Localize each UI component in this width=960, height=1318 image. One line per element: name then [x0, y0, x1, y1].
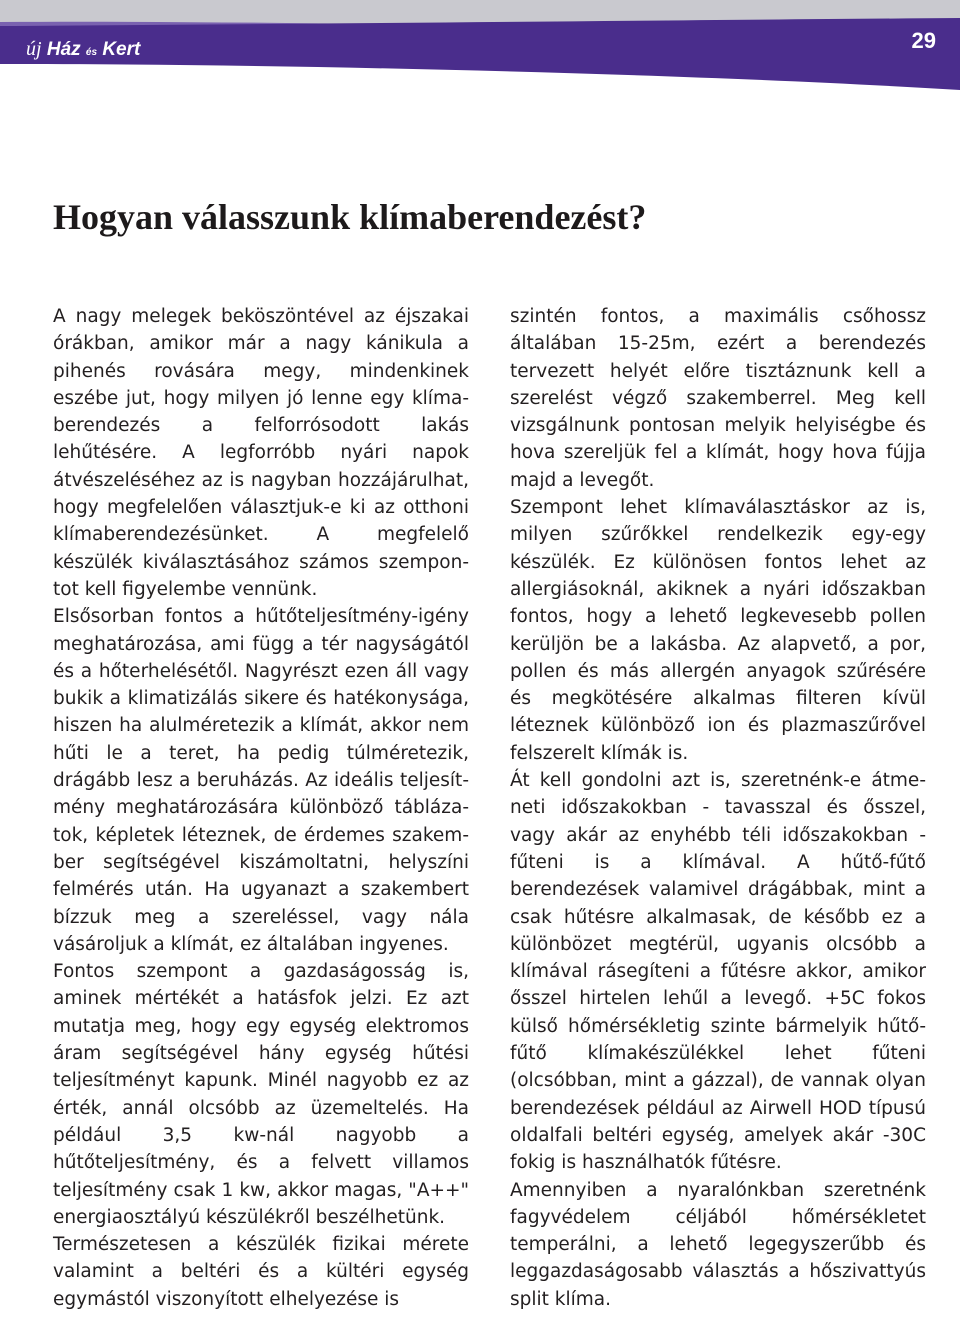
logo-haz: Ház [46, 39, 81, 60]
left-paragraph-2: Elsősorban fontos a hűtőteljesítmény-igény meghatározása, ami függ a tér nagyságától és a hőterhelésétől. Nagyrészt ezen áll vagy bukik a klimatizálás sikere és hatékonysága, hiszen ha alulméretezik a klímát, akkor nem hűti le a teret, ha pedig túlméretezik, drágább lesz a beruházás. Az ideális teljesítmény meghatározására különböző táblázatok, képletek léteznek, de érdemes szakember segítségével kiszámoltatni, helyszíni felmérés után. Ha ugyanazt a szakembert bízzuk meg a szereléssel, vagy nála vásároljuk a klímát, ez általában ingyenes. [53, 606, 469, 955]
logo-es: és [85, 47, 98, 58]
left-paragraph-4: Természetesen a készülék fizikai mérete valamint a beltéri és a kültéri egység egymástól viszonyított elhelyezése is [53, 1234, 469, 1310]
article-title: Hogyan válasszunk klímaberendezést? [53, 197, 647, 237]
logo-uj: új [26, 38, 42, 60]
magazine-logo [26, 38, 140, 61]
left-paragraph-3: Fontos szempont a gazdaságosság is, aminek mértékét a hatásfok jelzi. Ez azt mutatja meg, hogy egy egység elektromos áram segítségével hány egység hűtési teljesítményt kapunk. Minél nagyobb ez az érték, annál olcsóbb az üzemeltelés. Ha például 3,5 kw-nál nagyobb a hűtőteljesítmény, és a felvett villamos teljesítmény csak 1 kw, akkor magas, "A++" energiaosztályú készülékről beszélhetünk. [53, 961, 469, 1228]
right-paragraph-1: szintén fontos, a maximális csőhossz általában 15-25m, ezért a berendezés tervezett helyét előre tisztáznunk kell a szerelést végző szakemberrel. Meg kell vizsgálnunk pontosan melyik helyiségbe és hova szereljük fel a klímát, hogy hova fújja majd a levegőt. [510, 306, 926, 491]
right-paragraph-2: Szempont lehet klímaválasztáskor az is, milyen szűrőkkel rendelkezik egy-egy készülék. Ez különösen fontos lehet az allergiásoknál, akiknek a nyári időszakban fontos, hogy a lehető legkevesebb pollen kerüljön be a lakásba. Az alapvető, a por, pollen és más allergén anyagok szűrésére és megkötésére alkalmas filteren kívül léteznek különböző ion és plazmaszűrővel felszerelt klímák is. [510, 497, 926, 764]
article-column-right [510, 303, 926, 1313]
right-paragraph-3: Át kell gondolni azt is, szeretnénk-e átmeneti időszakokban - tavasszal és ősszel, vagy akár az enyhébb téli időszakokban - fűteni is a klímával. A hűtő-fűtő berendezések valamivel drágábbak, mint a csak hűtésre alkalmasak, de később ez a különbözet megtérül, ugyanis olcsóbb a klímával rásegíteni a fűtésre akkor, amikor ősszel hirtelen lehűl a levegő. +5C fokos külső hőmérsékletig szinte bármelyik hűtő-fűtő klímakészülékkel lehet fűteni (olcsóbban, mint a gázzal), de vannak olyan berendezések például az Airwell HOD típusú oldalfali beltéri egység, amelyek akár -30C fokig is használhatók fűtésre. [510, 770, 926, 1174]
logo-kert: Kert [102, 39, 141, 60]
right-paragraph-4: Amennyiben a nyaralónkban szeretnénk fagyvédelem céljából hőmérsékletet temperálni, a lehető legegyszerűbb és leggazdaságosabb választás a hőszivattyús split klíma. [510, 1179, 926, 1310]
header-band [0, 18, 960, 90]
header-band-graphic [0, 0, 960, 100]
magazine-header [0, 0, 960, 100]
article-column-left [53, 303, 469, 1313]
page-number: 29 [911, 28, 936, 53]
left-paragraph-1: A nagy melegek beköszöntével az éjszakai órákban, amikor már a nagy kánikula a pihenés rovására megy, mindenkinek eszébe jut, hogy milyen jó lenne egy klímaberendezés a felforrósodott lakás lehűtésére. A legforróbb nyári napok átvészeléséhez az is nagyban hozzájárulhat, hogy megfelelően választjuk-e ki az otthoni klímaberendezésünket. A megfelelő készülék kiválasztásához számos szempontot kell figyelembe vennünk. [53, 306, 469, 600]
